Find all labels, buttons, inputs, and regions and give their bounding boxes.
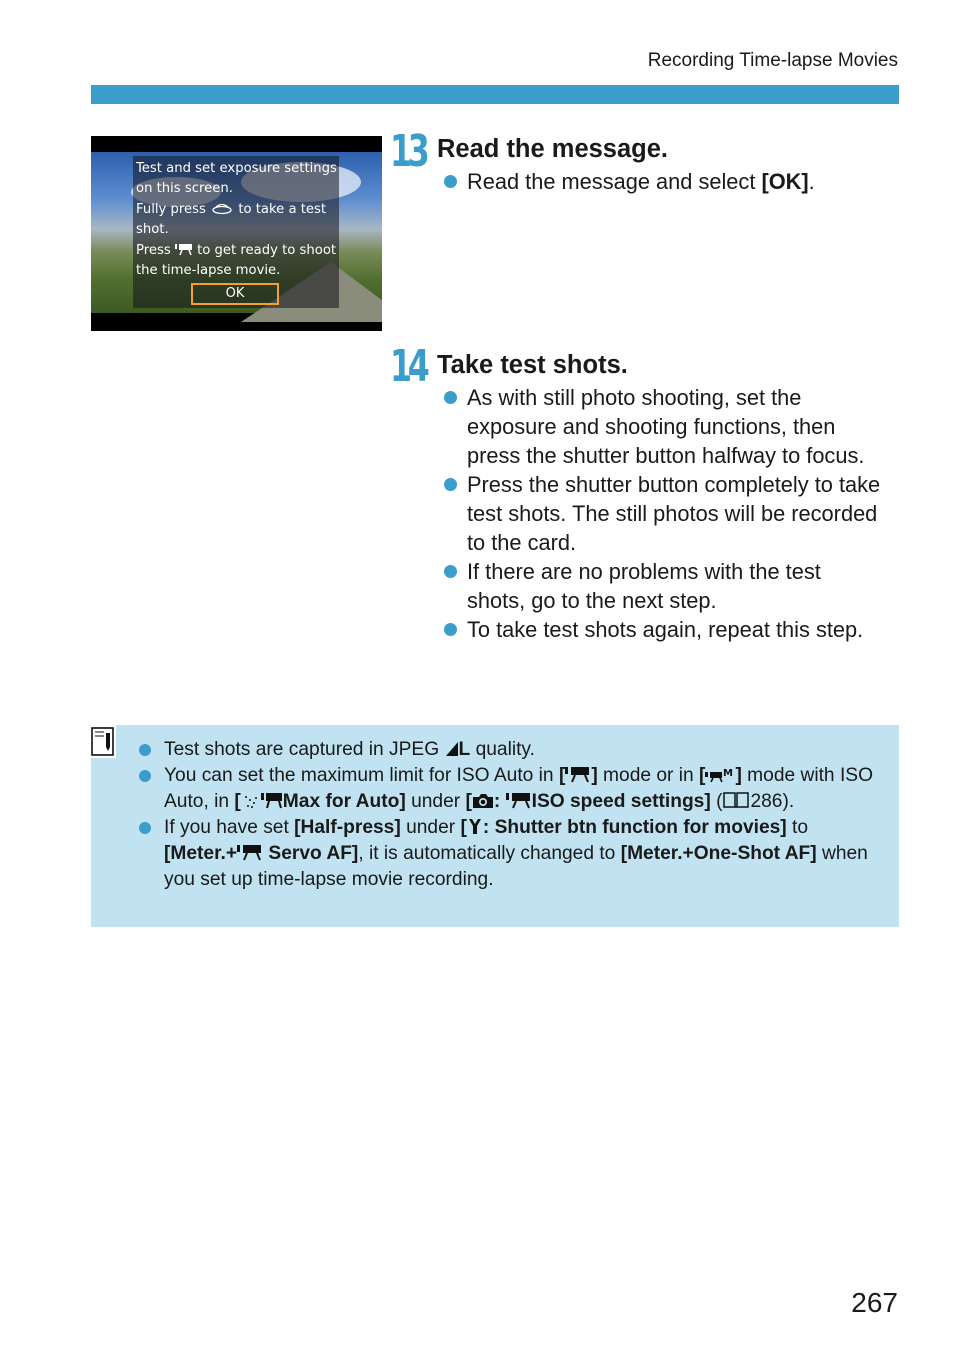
svg-text:M: M [723,768,734,779]
shutter-button-icon [210,202,234,215]
bullet-icon [139,770,151,782]
running-header: Recording Time-lapse Movies [647,50,898,71]
bullet-icon [444,565,457,578]
header-bar [91,85,899,104]
bullet-icon [139,822,151,834]
camera-line: the time-lapse movie. [136,263,281,279]
step-title: Take test shots. [437,351,628,379]
movie-camera-icon [237,844,263,861]
manual-movie-icon [705,766,735,783]
movie-camera-icon [565,766,591,783]
step13-bullets [442,167,892,196]
step-number: 14 [390,341,426,392]
camera-line: Test and set exposure settings [136,161,337,176]
list-item: Press the shutter button completely to take test shots. The still photos will be recorded to the card. [442,470,882,557]
list-item: To take test shots again, repeat this step. [442,615,882,644]
list-item: As with still photo shooting, set the exposure and shooting functions, then press the shutter button halfway to focus. [442,383,882,470]
list-item: Test shots are captured in JPEG L quality. [139,737,879,763]
shooting-menu-movie-icon [241,792,283,809]
camera-icon [472,792,494,809]
movie-camera-icon [506,792,532,809]
list-item: Read the message and select [OK]. [442,167,892,196]
note-list [139,737,879,893]
step-title: Read the message. [437,135,669,163]
list-item: If you have set [Half-press] under [ : Shutter btn function for movies] to [Meter.+ Servo AF], it is automatically changed to [Meter.+One-Shot AF] when you set up time-lapse movie recording. [139,815,879,893]
step-number: 13 [390,126,426,177]
movie-camera-icon [175,243,193,256]
step14-bullets [442,383,882,644]
list-item: If there are no problems with the test shots, go to the next step. [442,557,882,615]
fine-quality-icon [445,741,459,757]
bullet-icon [139,744,151,756]
camera-line: shot. [136,222,169,238]
note-box [91,725,899,927]
camera-line: on this screen. [136,181,233,197]
list-item: You can set the maximum limit for ISO Auto in [ ] mode or in [ M ] mode with ISO Auto, in [ Max for Auto] under [ : ISO speed settings] ( 286). [139,763,879,815]
camera-ok-button: OK [191,283,279,305]
book-page-icon [722,790,750,809]
page-number: 267 [851,1287,898,1318]
camera-dialog-text [136,159,341,281]
camera-line: Press to get ready to shoot [136,242,337,258]
bullet-icon [444,391,457,404]
bullet-icon [444,623,457,636]
memo-icon [91,725,116,758]
bullet-icon [444,175,457,188]
bullet-icon [444,478,457,491]
camera-screen-image [91,136,382,331]
camera-line: Fully press to take a test [136,201,327,217]
custom-function-icon [467,817,483,835]
